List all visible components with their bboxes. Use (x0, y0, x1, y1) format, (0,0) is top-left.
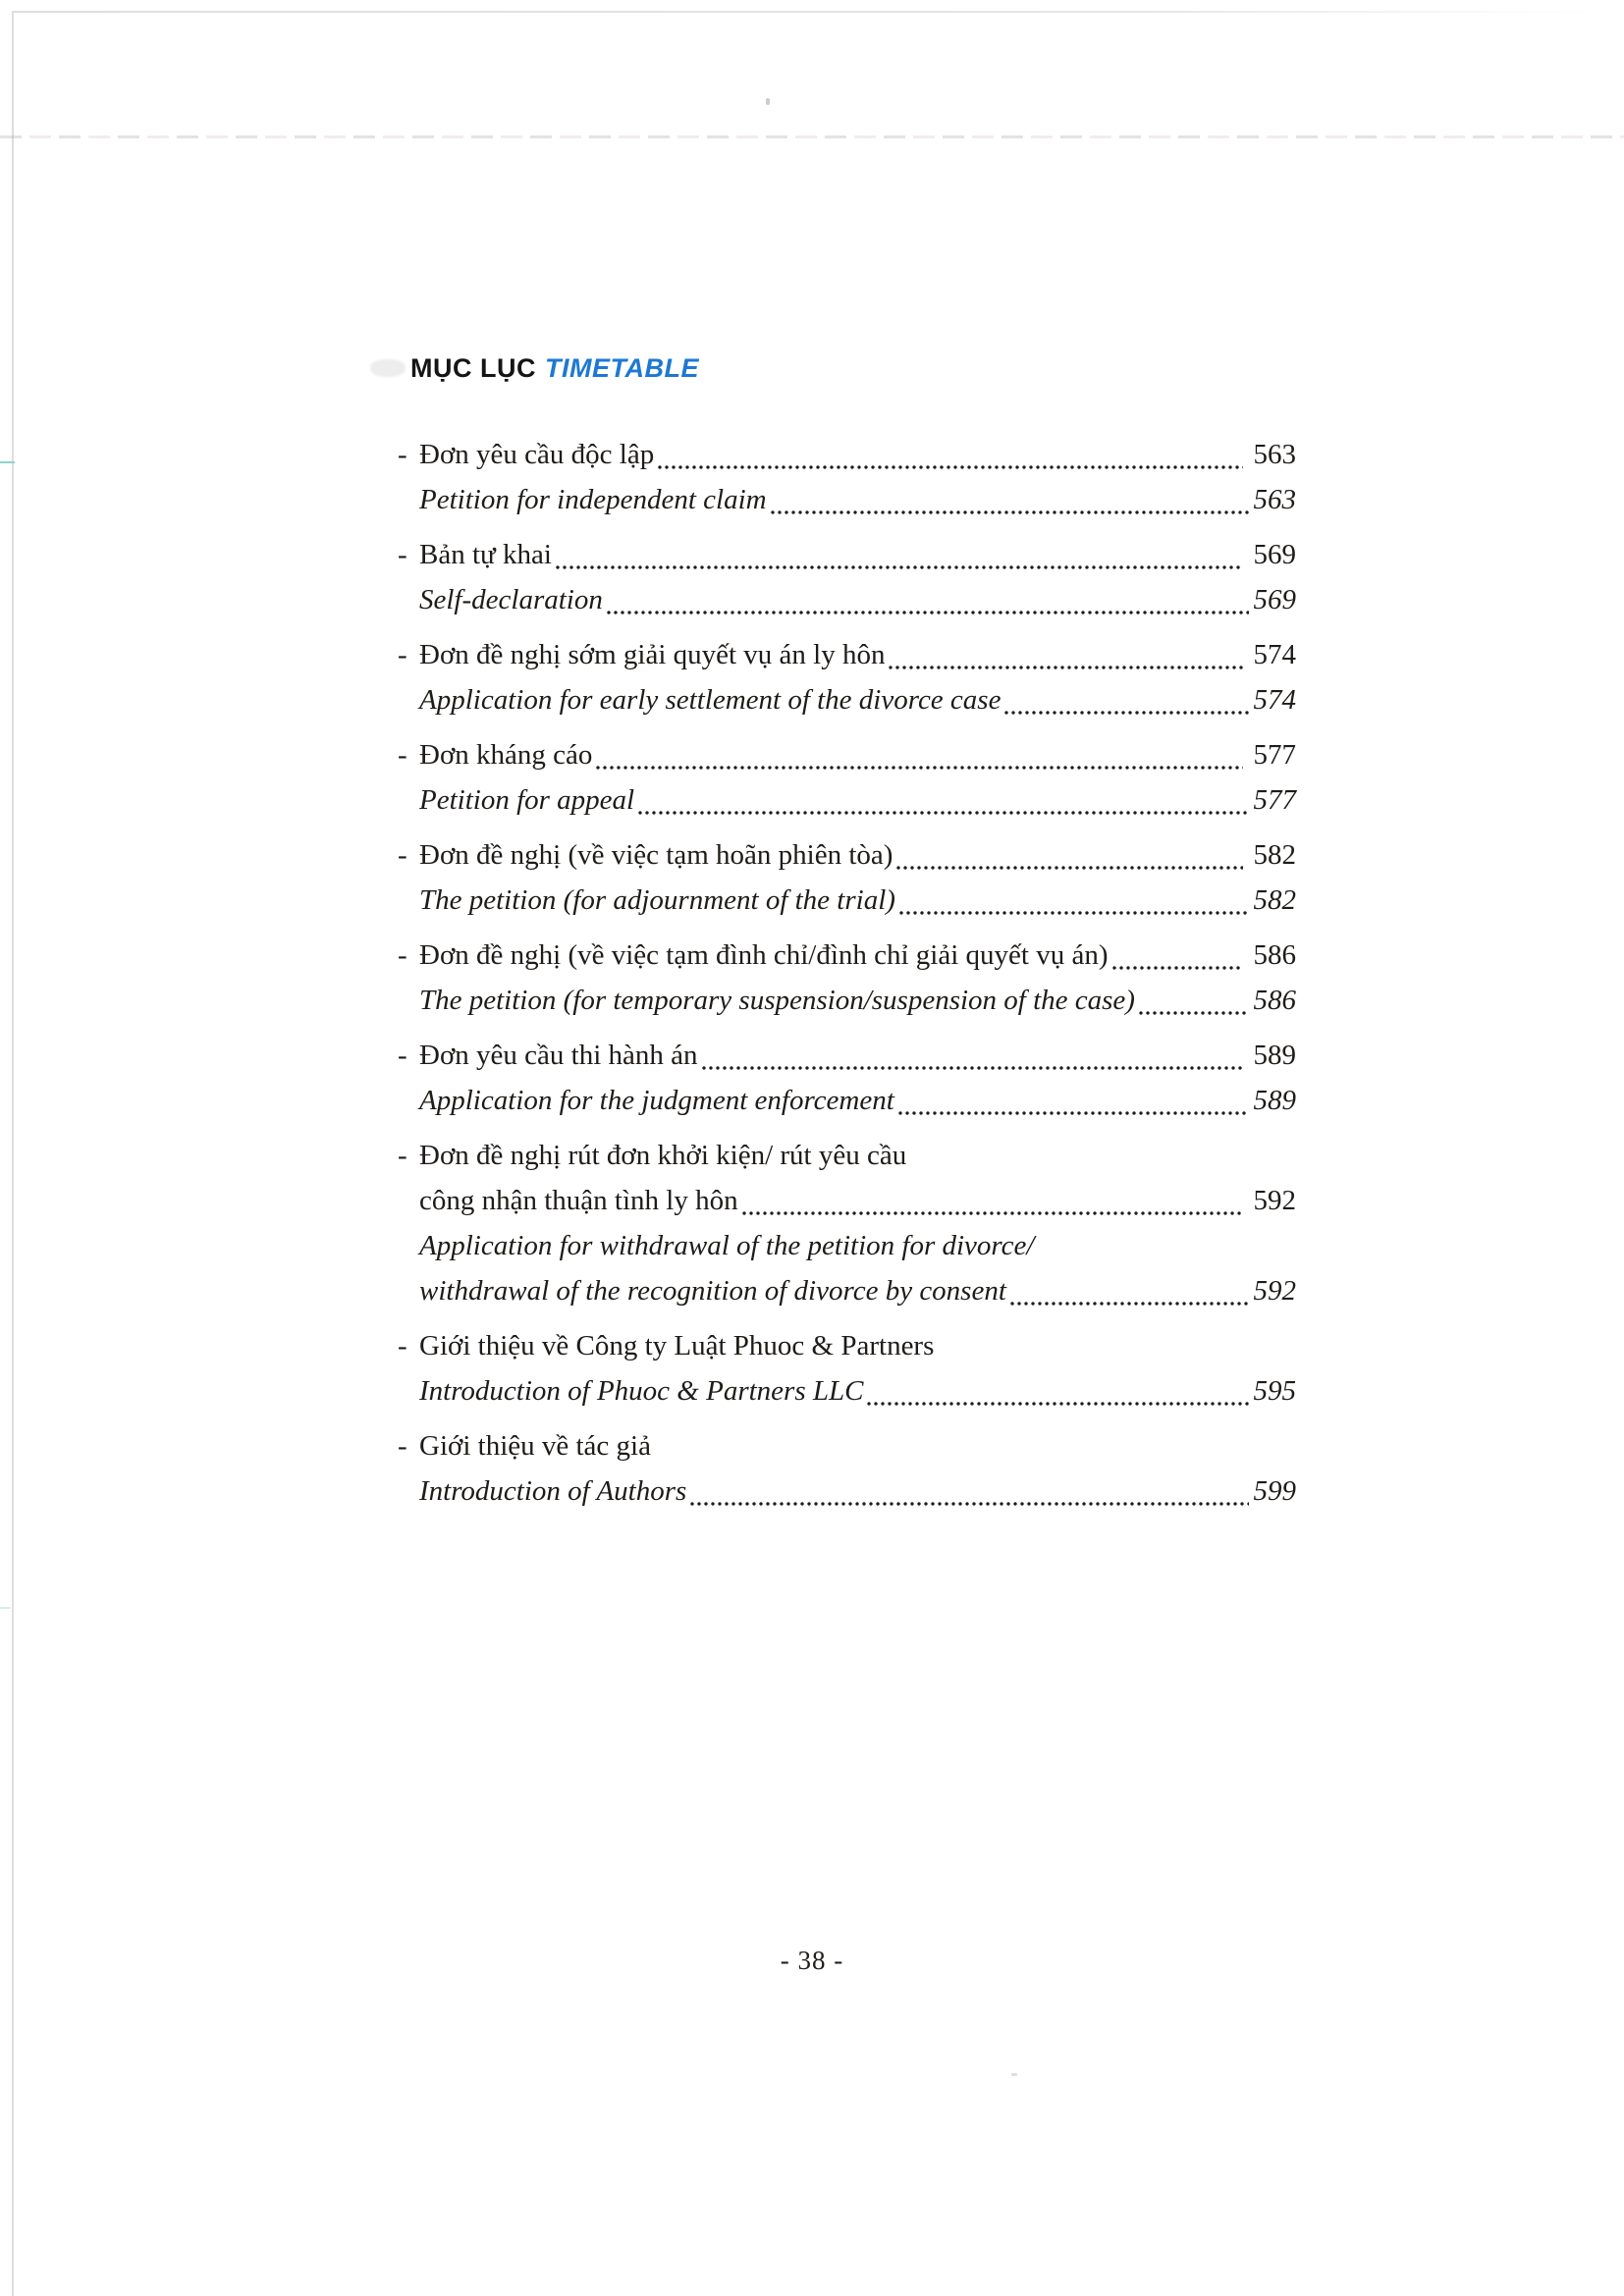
page-ref: 577 (1253, 739, 1296, 771)
toc-item-text-vi: Đơn yêu cầu thi hành án (419, 1040, 698, 1071)
toc-entry (398, 1423, 1296, 1514)
dot-leader (1004, 711, 1248, 715)
toc-item-text-en: The petition (for temporary suspension/suspension of the case) (419, 985, 1135, 1016)
page-ref: 586 (1253, 939, 1296, 971)
toc-row (398, 978, 1296, 1023)
toc-entry (398, 532, 1296, 622)
header-title-vi: MỤC LỤC (410, 353, 536, 383)
toc-item-text-en: Introduction of Phuoc & Partners LLC (419, 1375, 864, 1407)
dot-leader (889, 666, 1242, 669)
toc-item-text-vi: Đơn đề nghị (về việc tạm đình chỉ/đình chỉ giải quyết vụ án) (419, 939, 1109, 971)
toc-entry (398, 933, 1296, 1023)
toc-row (398, 732, 1296, 777)
toc-list (398, 432, 1296, 1523)
toc-row (398, 532, 1296, 577)
toc-row (398, 878, 1296, 923)
bullet-dash: - (398, 1430, 407, 1462)
page-ref: 563 (1253, 484, 1296, 515)
page-ref: 569 (1253, 539, 1296, 570)
dot-leader (1112, 966, 1243, 970)
dot-leader (742, 1211, 1243, 1215)
header-title-en: TIMETABLE (544, 353, 699, 383)
bullet-dash: - (398, 439, 407, 470)
toc-row (398, 777, 1296, 823)
bullet-dash: - (398, 639, 407, 670)
toc-entry (398, 832, 1296, 923)
page-ref: 592 (1253, 1185, 1296, 1216)
scan-smudge (370, 359, 406, 377)
dot-leader (867, 1402, 1248, 1406)
toc-row (398, 1078, 1296, 1123)
scan-speck (766, 98, 770, 105)
dot-leader (899, 911, 1249, 915)
dot-leader (607, 611, 1249, 614)
toc-entry (398, 732, 1296, 823)
toc-item-text-en: Application for early settlement of the divorce case (419, 684, 1001, 716)
scan-top-edge-line (14, 11, 1624, 13)
toc-row (398, 432, 1296, 477)
toc-entry (398, 1133, 1296, 1313)
page-ref: 595 (1253, 1375, 1296, 1407)
toc-row (398, 1323, 1296, 1368)
dot-leader (596, 766, 1242, 770)
dot-leader (771, 510, 1249, 514)
toc-item-text-en: Introduction of Authors (419, 1475, 687, 1507)
dot-leader (638, 811, 1248, 815)
page-ref: 563 (1253, 439, 1296, 470)
bullet-dash: - (398, 739, 407, 771)
toc-item-text-vi: Bản tự khai (419, 539, 552, 570)
page-ref: 599 (1253, 1475, 1296, 1507)
toc-row (398, 632, 1296, 677)
dot-leader (702, 1066, 1243, 1070)
toc-entry (398, 1323, 1296, 1414)
toc-row (398, 1033, 1296, 1078)
toc-item-text-vi: Giới thiệu về Công ty Luật Phuoc & Partners (419, 1330, 935, 1362)
toc-row (398, 1368, 1296, 1414)
dot-leader (1139, 1011, 1249, 1015)
dot-leader (690, 1502, 1248, 1506)
page-number: - 38 - (780, 1946, 844, 1975)
toc-row (398, 577, 1296, 622)
toc-entry (398, 1033, 1296, 1123)
bullet-dash: - (398, 839, 407, 871)
toc-row (398, 1423, 1296, 1468)
toc-item-text-vi: Đơn kháng cáo (419, 739, 593, 771)
toc-item-text-vi: Đơn đề nghị sớm giải quyết vụ án ly hôn (419, 639, 886, 670)
scan-cyan-tick (0, 461, 15, 463)
page-ref: 577 (1253, 784, 1296, 816)
dot-leader (896, 866, 1242, 870)
toc-item-text-en: withdrawal of the recognition of divorce by consent (419, 1275, 1006, 1307)
bullet-dash: - (398, 939, 407, 971)
bullet-dash: - (398, 539, 407, 570)
toc-row (398, 933, 1296, 978)
scan-speck (1011, 2073, 1017, 2076)
toc-row (398, 1268, 1296, 1313)
toc-entry (398, 632, 1296, 722)
page-ref: 574 (1253, 639, 1296, 670)
toc-row (398, 1223, 1296, 1268)
page-ref: 582 (1253, 884, 1296, 916)
bullet-dash: - (398, 1040, 407, 1071)
toc-item-text-vi: Giới thiệu về tác giả (419, 1430, 651, 1462)
toc-entry (398, 432, 1296, 522)
toc-item-text-en: Application for the judgment enforcement (419, 1085, 894, 1116)
dot-leader (556, 565, 1243, 569)
toc-row (398, 1133, 1296, 1178)
toc-row (398, 1468, 1296, 1514)
toc-item-text-vi: công nhận thuận tình ly hôn (419, 1185, 738, 1216)
bullet-dash: - (398, 1330, 407, 1362)
dot-leader (1010, 1302, 1249, 1306)
page-ref: 582 (1253, 839, 1296, 871)
toc-item-text-en: The petition (for adjournment of the trial) (419, 884, 895, 916)
toc-item-text-en: Self-declaration (419, 584, 603, 615)
page-ref: 569 (1253, 584, 1296, 615)
page-ref: 586 (1253, 985, 1296, 1016)
toc-row (398, 832, 1296, 878)
page-header (410, 353, 699, 383)
toc-item-text-vi: Đơn đề nghị rút đơn khởi kiện/ rút yêu cầu (419, 1140, 907, 1171)
dot-leader (898, 1111, 1249, 1115)
page-ref: 574 (1253, 684, 1296, 716)
scan-cyan-tick (0, 1607, 11, 1609)
toc-row (398, 477, 1296, 522)
page-ref: 592 (1253, 1275, 1296, 1307)
toc-item-text-en: Petition for independent claim (419, 484, 767, 515)
dot-leader (658, 465, 1242, 469)
scan-torn-dashed-line (0, 135, 1624, 138)
page-ref: 589 (1253, 1040, 1296, 1071)
toc-item-text-vi: Đơn đề nghị (về việc tạm hoãn phiên tòa) (419, 839, 893, 871)
bullet-dash: - (398, 1140, 407, 1171)
toc-row (398, 677, 1296, 722)
toc-item-text-en: Petition for appeal (419, 784, 635, 816)
page-ref: 589 (1253, 1085, 1296, 1116)
toc-row (398, 1178, 1296, 1223)
toc-item-text-en: Application for withdrawal of the petition for divorce/ (419, 1230, 1035, 1261)
toc-item-text-vi: Đơn yêu cầu độc lập (419, 439, 655, 470)
